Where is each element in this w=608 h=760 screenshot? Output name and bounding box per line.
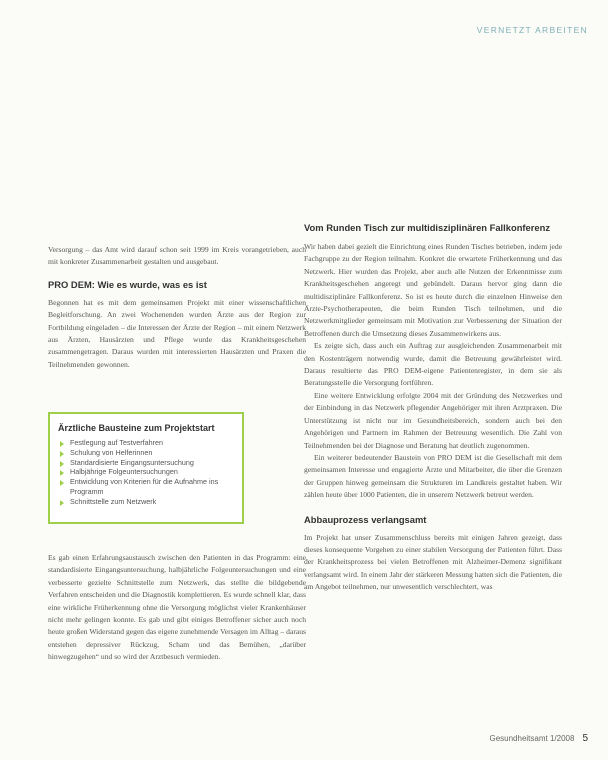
section-header: VERNETZT ARBEITEN xyxy=(476,25,588,35)
info-box-list xyxy=(58,438,234,507)
list-item: Festlegung auf Testverfahren xyxy=(58,438,234,448)
bullet-arrow-icon xyxy=(60,470,64,476)
heading-runder-tisch: Vom Runden Tisch zur multidisziplinären Fallkonferenz xyxy=(304,222,551,233)
bullet-arrow-icon xyxy=(60,461,64,467)
bullet-arrow-icon xyxy=(60,500,64,506)
info-box-title: Ärztliche Bausteine zum Projektstart xyxy=(58,423,215,433)
right-column xyxy=(304,222,562,594)
list-item: Standardisierte Eingangsuntersuchung xyxy=(58,458,234,468)
abbauprozess-paragraph: Im Projekt hat unser Zusammenschluss bereits mit einigen Jahren gezeigt, dass dieses konsequente Vorgehen zu einer stabilen Versorgung der Patienten führt. Dass der Krankheitsprozess bei vielen Betroffenen mit Alzheimer-Demenz signifikant verlangsamt wird. In einem Jahr der stärkeren Messung hatten sich die Patienten, die am Angebot teilnehmen, nur unwesentlich verschlechtert, was xyxy=(304,532,562,592)
page-footer xyxy=(489,733,588,744)
bullet-arrow-icon xyxy=(60,441,64,447)
intro-paragraph: Versorgung – das Amt wird darauf schon seit 1999 im Kreis vorangetrieben, auch mit konkreter Zusammenarbeit gestalten und ausgebaut. xyxy=(48,245,306,267)
network-paragraph: Eine weitere Entwicklung erfolgte 2004 mit der Gründung des Netzwerkes und der Einbindung in das Netzwerk pflegender Angehöriger mit ihren Arztpraxen. Die Unterstützung ist nicht nur im Gesundheitsbereich, sondern auch bei den Angehörigen und Partnern im Rahmen der Betreuung wesentlich. Die Zahl von Teilnehmenden bei der Diagnose und Beratung hat deutlich zugenommen. xyxy=(304,390,562,450)
society-paragraph: Ein weiterer bedeutender Baustein von PRO DEM ist die Gesellschaft mit dem gemeinsamen Interesse und engagierte Ärzte und Mitarbeiter, die über die Grenzen der Gruppen hinweg gemeinsam die Strukturen im Landkreis gestaltet haben. Wir zählen heute über 1000 Patienten, die in unserem Netzwerk betreut werden. xyxy=(304,452,562,500)
heading-abbauprozess: Abbauprozess verlangsamt xyxy=(304,513,427,525)
list-item: Entwicklung von Kriterien für die Aufnahme ins Programm xyxy=(58,477,234,497)
list-item: Schulung von Helferinnen xyxy=(58,448,234,458)
bullet-arrow-icon xyxy=(60,480,64,486)
page-number: 5 xyxy=(582,733,588,744)
list-item: Halbjährige Folgeuntersuchungen xyxy=(58,467,234,477)
register-paragraph: Es zeigte sich, dass auch ein Auftrag zur ausgleichenden Zusammenarbeit mit den Kostenträgern notwendig wurde, damit die Betreuung gewährleistet wird. Daraus resultierte das PRO DEM-eigene Patientenregister, in dem sie als Beratungsstelle die Versorgung fortführen. xyxy=(304,341,562,388)
left-column-top xyxy=(48,244,306,371)
continuation-paragraph: Es gab einen Erfahrungsaustausch zwischen den Patienten in das Programm: eine standardisierte Eingangsuntersuchung, halbjährliche Folgeuntersuchungen und eine verbesserte gezielte Schnittstelle zum Netzwerk, das stellte die bildgebende Verfahren entscheiden und die Diagnostik komplettieren. Es wurde schnell klar, dass eine wirkliche Früherkennung ohne die Versorgung möglichst vieler Krankenhäuser nicht mehr gelingen konnte. Es gab und gibt einiges Betroffener sicher auch noch heute großen Widerstand gegen das eigene zunehmende Versagen im Alltag – daraus entstehen depressiver Rückzug, Scham und das Bemühen, „darüber hinwegzugehen“ und so wird der Arztbesuch vermieden. xyxy=(48,553,306,662)
runder-tisch-paragraph: Wir haben dabei gezielt die Einrichtung eines Runden Tisches betrieben, indem jede Fachgruppe zu der Region teilnahm. Konkret die erwartete Früherkennung und das Netzwerk. Hier wurden das Projekt, aber auch alle Nutzen der Erkenntnisse zum Krankheitsgeschehen angeregt und gebündelt. Daraus hervor ging dann die multidisziplinäre Fallkonferenz. So ist es heute durch die einzelnen Hinweise den Ärzte-Psychotherapeuten, die beim Runden Tisch teilnehmen, und die Netzwerkmitglieder gemeinsam mit Motivation zur Verbesserung der Situation der Betroffenen durch die Umsetzung dieses Zusammenwirkens aus. xyxy=(304,242,562,338)
list-item: Schnittstelle zum Netzwerk xyxy=(58,497,234,507)
issue-label: Gesundheitsamt 1/2008 xyxy=(489,734,575,743)
info-box xyxy=(48,412,244,524)
heading-pro-dem: PRO DEM: Wie es wurde, was es ist xyxy=(48,278,207,290)
bullet-arrow-icon xyxy=(60,451,64,457)
left-column-bottom xyxy=(48,552,306,664)
pro-dem-paragraph: Begonnen hat es mit dem gemeinsamen Projekt mit einer wissenschaftlichen Begleitforschung. An zwei Wochenenden wurden Ärzte aus der Region zur Fortbildung eingeladen – die Interessen der Ärzte der Region – mit einem Netzwerk aus Ärzten, Hausärzten und Pflege wurde das Krankheitsgeschehen zusammengetragen. Daraus wurden mit interessierten Hausärzten und Praxen die Teilnehmenden gewonnen. xyxy=(48,297,306,369)
